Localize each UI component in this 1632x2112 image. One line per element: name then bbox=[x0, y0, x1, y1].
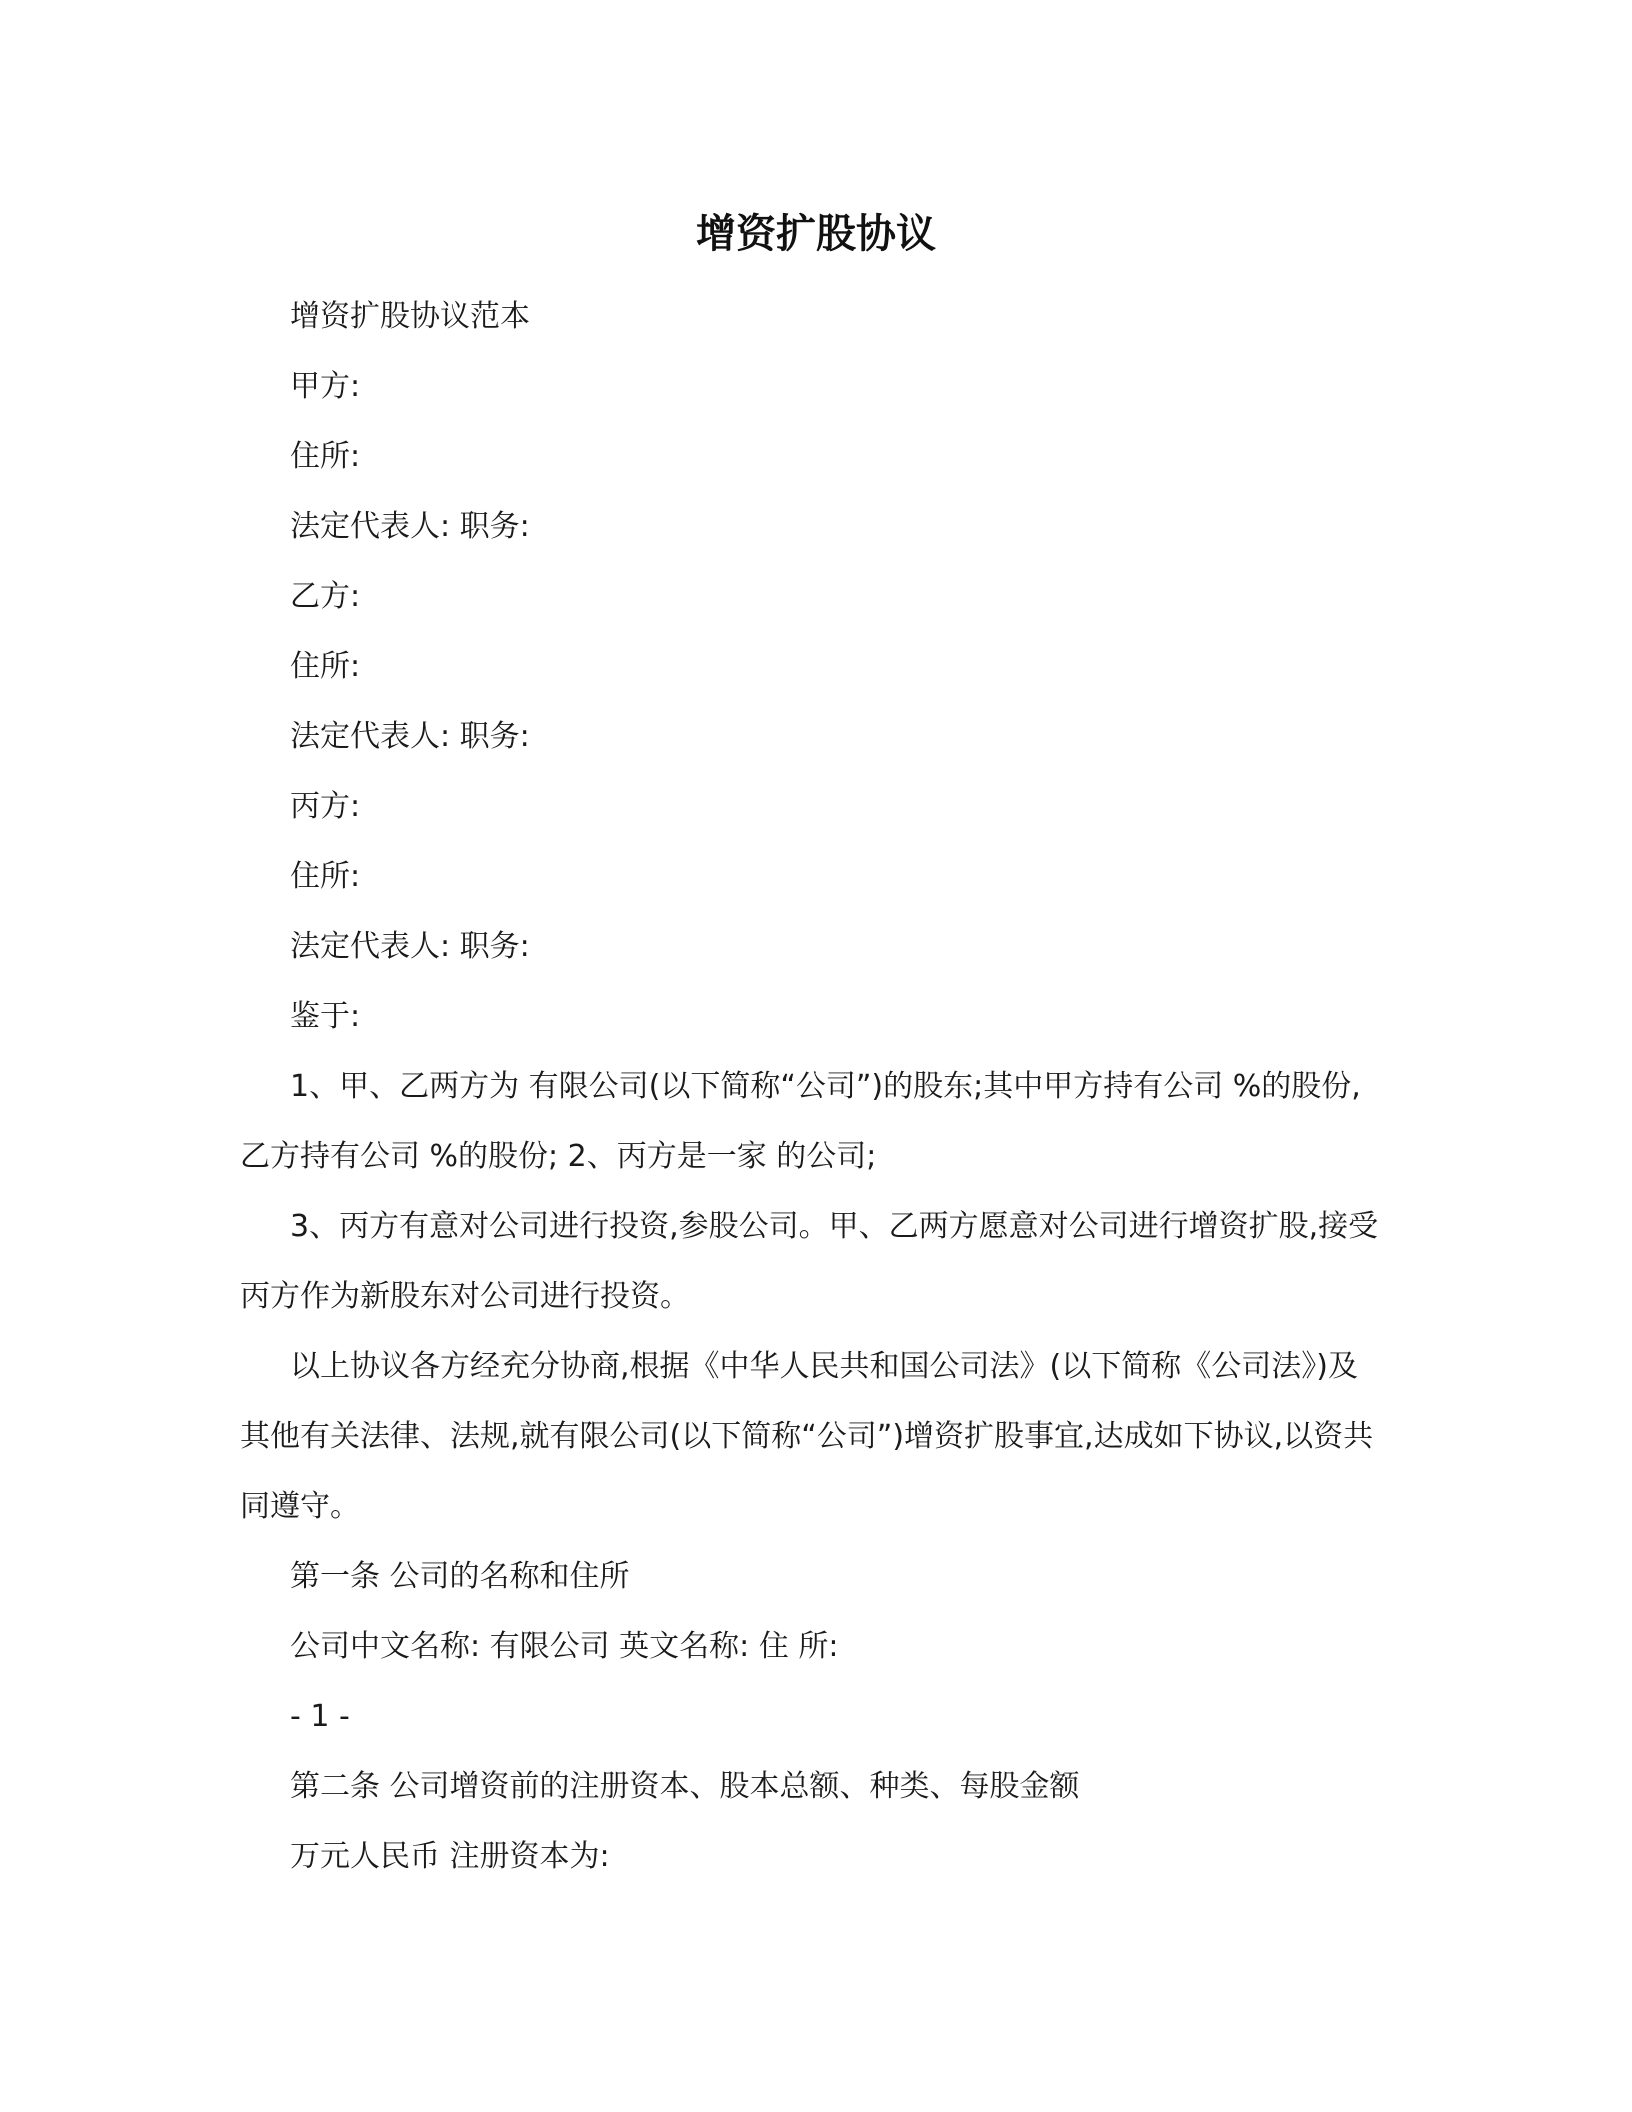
party-b-label: 乙方: bbox=[290, 579, 361, 614]
subtitle-line: 增资扩股协议范本 bbox=[290, 299, 530, 334]
party-c-address: 住所: bbox=[290, 859, 361, 894]
party-c-label: 丙方: bbox=[290, 789, 361, 824]
party-a-representative: 法定代表人: 职务: bbox=[290, 509, 530, 544]
party-b-representative: 法定代表人: 职务: bbox=[290, 719, 530, 754]
whereas-heading: 鉴于: bbox=[290, 999, 361, 1034]
page-number: - 1 - bbox=[290, 1699, 350, 1734]
party-c-representative: 法定代表人: 职务: bbox=[290, 929, 530, 964]
article-2-heading: 第二条 公司增资前的注册资本、股本总额、种类、每股金额 bbox=[290, 1769, 1080, 1804]
article-2-content: 万元人民币 注册资本为: bbox=[290, 1839, 610, 1874]
document-body bbox=[240, 282, 1380, 1892]
agreement-preamble: 以上协议各方经充分协商,根据《中华人民共和国公司法》(以下简称《公司法》)及其他有关法律、法规,就有限公司(以下简称“公司”)增资扩股事宜,达成如下协议,以资共同遵守。 bbox=[240, 1349, 1374, 1524]
party-b-address: 住所: bbox=[290, 649, 361, 684]
party-a-address: 住所: bbox=[290, 439, 361, 474]
article-1-content: 公司中文名称: 有限公司 英文名称: 住 所: bbox=[290, 1629, 839, 1664]
whereas-clause-1-2: 1、甲、乙两方为 有限公司(以下简称“公司”)的股东;其中甲方持有公司 %的股份,乙方持有公司 %的股份; 2、丙方是一家 的公司; bbox=[240, 1069, 1361, 1174]
whereas-clause-3: 3、丙方有意对公司进行投资,参股公司。甲、乙两方愿意对公司进行增资扩股,接受丙方作为新股东对公司进行投资。 bbox=[240, 1209, 1379, 1314]
party-a-label: 甲方: bbox=[290, 369, 361, 404]
document-title: 增资扩股协议 bbox=[696, 210, 936, 257]
article-1-heading: 第一条 公司的名称和住所 bbox=[290, 1559, 630, 1594]
